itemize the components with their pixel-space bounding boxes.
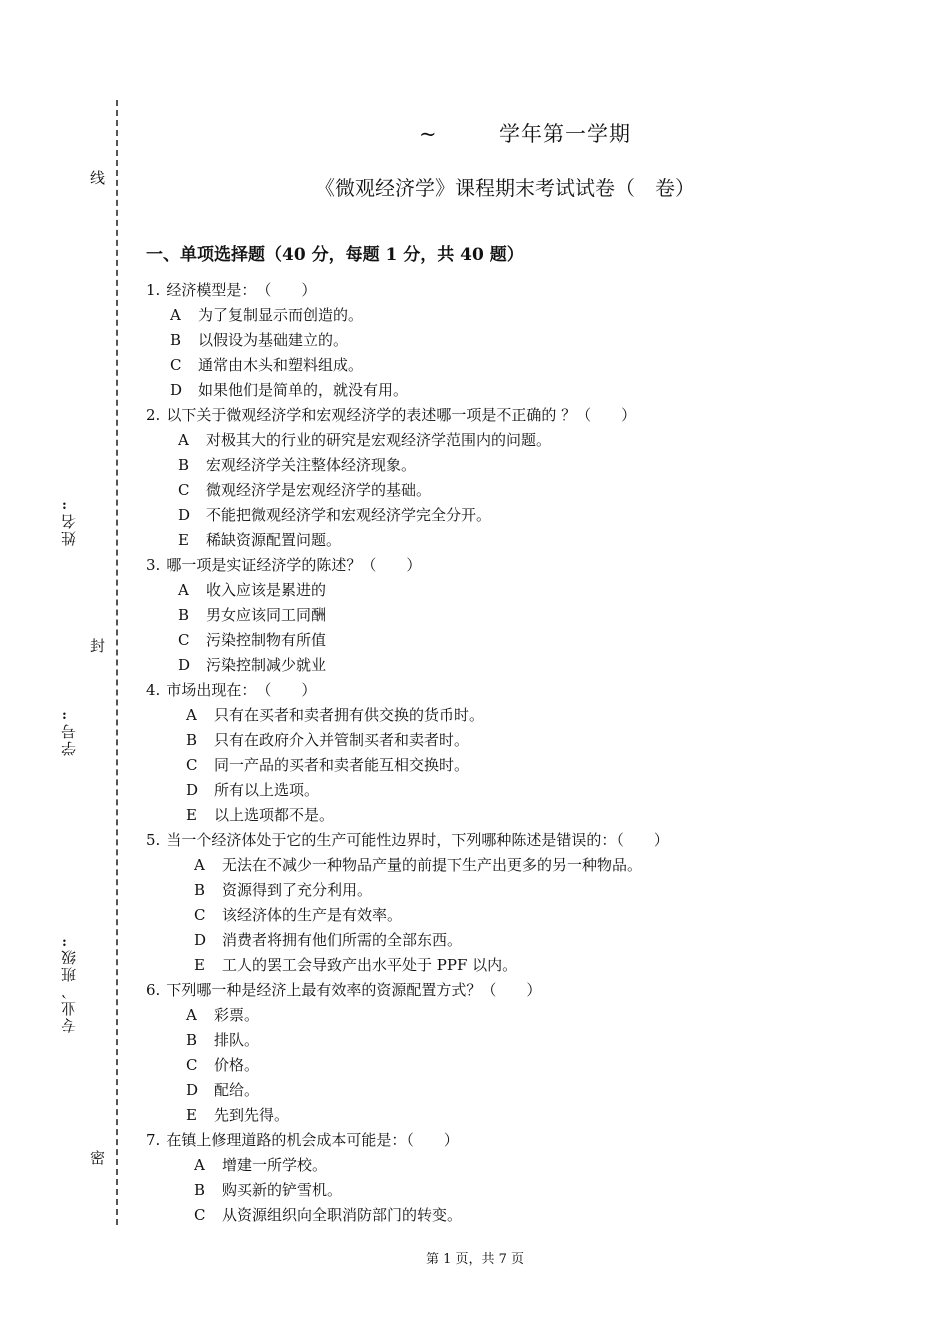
- answer-option: [146, 478, 846, 503]
- question-item: [146, 1128, 846, 1228]
- option-text: 稀缺资源配置问题。: [206, 531, 342, 549]
- option-text: 所有以上选项。: [214, 781, 320, 799]
- question-item: [146, 278, 846, 403]
- option-text: 以上选项都不是。: [214, 806, 335, 824]
- option-text: 该经济体的生产是有效率。: [222, 906, 403, 924]
- answer-option: [146, 1028, 846, 1053]
- question-item: [146, 828, 846, 978]
- term-label: 学年第一学期: [499, 122, 631, 146]
- answer-option: [146, 803, 846, 828]
- class-field-colon: :: [62, 935, 67, 950]
- answer-option: [146, 653, 846, 678]
- question-number: 4.: [146, 681, 161, 699]
- option-text: 男女应该同工同酬: [206, 606, 327, 624]
- option-letter: C: [194, 906, 206, 924]
- option-text: 污染控制减少就业: [206, 656, 327, 674]
- question-text: 哪一项是实证经济学的陈述？（ ）: [166, 556, 422, 574]
- answer-option: [146, 353, 846, 378]
- option-letter: A: [194, 1156, 205, 1174]
- question-text: 市场出现在： （ ）: [166, 681, 317, 699]
- option-text: 收入应该是累进的: [206, 581, 327, 599]
- option-letter: B: [178, 606, 190, 624]
- answer-option: [146, 1078, 846, 1103]
- question-item: [146, 678, 846, 828]
- option-text: 购买新的铲雪机。: [222, 1181, 343, 1199]
- option-text: 微观经济学是宏观经济学的基础。: [206, 481, 432, 499]
- answer-option: [146, 853, 846, 878]
- option-letter: A: [178, 431, 189, 449]
- question-text: 在镇上修理道路的机会成本可能是：（ ）: [166, 1131, 459, 1149]
- option-text: 同一产品的买者和卖者能互相交换时。: [214, 756, 470, 774]
- student-id-field-label: 学号: [60, 722, 78, 756]
- answer-option: [146, 628, 846, 653]
- answer-option: [146, 1178, 846, 1203]
- question-number: 1.: [146, 281, 161, 299]
- option-letter: D: [178, 506, 191, 524]
- question-stem: [146, 828, 846, 853]
- answer-option: [146, 1203, 846, 1228]
- question-stem: [146, 978, 846, 1003]
- question-number: 7.: [146, 1131, 161, 1149]
- option-text: 只有在买者和卖者拥有供交换的货币时。: [214, 706, 485, 724]
- option-text: 资源得到了充分利用。: [222, 881, 373, 899]
- option-text: 不能把微观经济学和宏观经济学完全分开。: [206, 506, 492, 524]
- year-range-tilde: ~: [419, 122, 438, 146]
- option-letter: C: [178, 631, 190, 649]
- option-letter: E: [194, 956, 205, 974]
- question-stem: [146, 553, 846, 578]
- question-number: 3.: [146, 556, 161, 574]
- term-title: [0, 118, 950, 148]
- answer-option: [146, 303, 846, 328]
- option-letter: C: [170, 356, 182, 374]
- option-text: 只有在政府介入并管制买者和卖者时。: [214, 731, 470, 749]
- option-letter: A: [170, 306, 181, 324]
- option-text: 从资源组织向全职消防部门的转变。: [222, 1206, 463, 1224]
- option-letter: D: [194, 931, 207, 949]
- answer-option: [146, 1103, 846, 1128]
- answer-option: [146, 953, 846, 978]
- answer-option: [146, 528, 846, 553]
- question-stem: [146, 278, 846, 303]
- option-letter: B: [186, 731, 198, 749]
- option-text: 排队。: [214, 1031, 260, 1049]
- option-letter: B: [186, 1031, 198, 1049]
- option-text: 彩票。: [214, 1006, 260, 1024]
- option-letter: D: [170, 381, 183, 399]
- option-text: 无法在不减少一种物品产量的前提下生产出更多的另一种物品。: [222, 856, 643, 874]
- answer-option: [146, 728, 846, 753]
- option-letter: D: [186, 781, 199, 799]
- option-text: 以假设为基础建立的。: [198, 331, 349, 349]
- option-text: 对极其大的行业的研究是宏观经济学范围内的问题。: [206, 431, 552, 449]
- option-letter: B: [170, 331, 182, 349]
- option-letter: D: [186, 1081, 199, 1099]
- option-letter: D: [178, 656, 191, 674]
- option-text: 为了复制显示而创造的。: [198, 306, 364, 324]
- option-letter: A: [186, 706, 197, 724]
- answer-option: [146, 378, 846, 403]
- answer-option: [146, 753, 846, 778]
- option-text: 通常由木头和塑料组成。: [198, 356, 364, 374]
- answer-option: [146, 778, 846, 803]
- answer-option: [146, 878, 846, 903]
- option-letter: C: [194, 1206, 206, 1224]
- student-id-field-colon: :: [62, 708, 67, 723]
- question-text: 以下关于微观经济学和宏观经济学的表述哪一项是不正确的 ？（ ）: [166, 406, 637, 424]
- option-text: 如果他们是简单的，就没有用。: [198, 381, 409, 399]
- binding-mark-line: 线: [88, 170, 106, 187]
- answer-option: [146, 1003, 846, 1028]
- question-text: 经济模型是： （ ）: [166, 281, 317, 299]
- question-text: 当一个经济体处于它的生产可能性边界时，下列哪种陈述是错误的：（ ）: [166, 831, 669, 849]
- option-text: 污染控制物有所值: [206, 631, 327, 649]
- question-number: 5.: [146, 831, 161, 849]
- name-field-colon: :: [62, 498, 67, 513]
- answer-option: [146, 503, 846, 528]
- answer-option: [146, 703, 846, 728]
- option-text: 价格。: [214, 1056, 260, 1074]
- page-footer: 第 1 页，共 7 页: [425, 1252, 525, 1267]
- option-letter: B: [178, 456, 190, 474]
- answer-option: [146, 903, 846, 928]
- question-number: 2.: [146, 406, 161, 424]
- option-letter: C: [186, 1056, 198, 1074]
- answer-option: [146, 578, 846, 603]
- option-letter: A: [194, 856, 205, 874]
- option-text: 消费者将拥有他们所需的全部东西。: [222, 931, 463, 949]
- option-letter: A: [186, 1006, 197, 1024]
- option-letter: E: [186, 806, 197, 824]
- option-letter: E: [186, 1106, 197, 1124]
- name-field-label: 姓名: [60, 512, 78, 546]
- question-list: [146, 278, 846, 1228]
- question-stem: [146, 403, 846, 428]
- binding-mark-seal: 封: [88, 638, 106, 655]
- option-letter: B: [194, 881, 206, 899]
- class-field-label: 专业、班级: [60, 948, 78, 1033]
- question-stem: [146, 678, 846, 703]
- option-text: 配给。: [214, 1081, 260, 1099]
- answer-option: [146, 328, 846, 353]
- answer-option: [146, 428, 846, 453]
- option-text: 先到先得。: [214, 1106, 290, 1124]
- binding-dashed-line: [116, 100, 118, 1225]
- option-letter: C: [186, 756, 198, 774]
- binding-mark-secret: 密: [88, 1150, 106, 1167]
- option-letter: E: [178, 531, 189, 549]
- answer-option: [146, 1153, 846, 1178]
- question-item: [146, 553, 846, 678]
- option-letter: C: [178, 481, 190, 499]
- question-stem: [146, 1128, 846, 1153]
- exam-title: 《微观经济学》课程期末考试试卷（ 卷）: [315, 176, 695, 200]
- section-title: 一、单项选择题（40 分，每题 1 分，共 40 题）: [146, 245, 524, 265]
- answer-option: [146, 453, 846, 478]
- answer-option: [146, 1053, 846, 1078]
- option-text: 增建一所学校。: [222, 1156, 328, 1174]
- question-number: 6.: [146, 981, 161, 999]
- question-text: 下列哪一种是经济上最有效率的资源配置方式？（ ）: [166, 981, 542, 999]
- answer-option: [146, 603, 846, 628]
- option-text: 工人的罢工会导致产出水平处于 PPF 以内。: [222, 956, 518, 974]
- question-item: [146, 403, 846, 553]
- option-letter: B: [194, 1181, 206, 1199]
- question-item: [146, 978, 846, 1128]
- answer-option: [146, 928, 846, 953]
- option-letter: A: [178, 581, 189, 599]
- option-text: 宏观经济学关注整体经济现象。: [206, 456, 417, 474]
